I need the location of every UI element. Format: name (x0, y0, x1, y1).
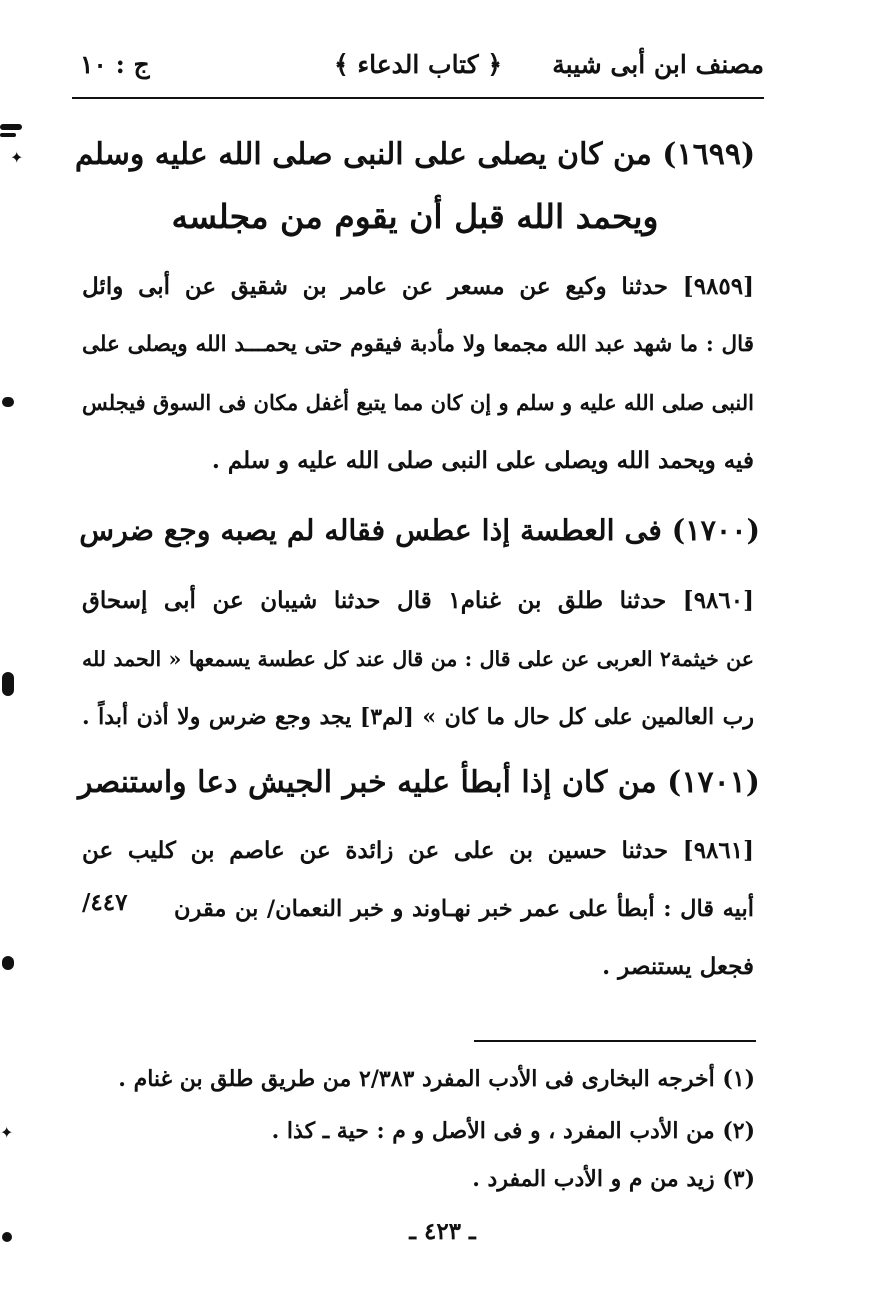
header-rule (72, 97, 764, 99)
page-number: ـ ٤٢٣ ـ (409, 1218, 476, 1245)
margin-mark (0, 133, 16, 137)
section-heading-1701: (١٧٠١) من كان إذا أبطأ عليه خبر الجيش دعا واستنصر (78, 765, 760, 800)
text-line: أبيه قال : أبطأ على عمر خبر نهـاوند و خبر النعمان/ بن مقرن (174, 896, 754, 922)
text-line: [٩٨٦١] حدثنا حسين بن على عن زائدة عن عاصم بن كليب عن (82, 837, 754, 864)
margin-star-icon: ✦ (10, 148, 24, 167)
text-line: النبى صلى الله عليه و سلم و إن كان مما يتبع أغفل مكان فى السوق فيجلس (82, 390, 754, 415)
text-line: قال : ما شهد عبد الله مجمعا ولا مأدبة فيقوم حتى يحمـــد الله ويصلى على (82, 332, 754, 357)
text-line: [٩٨٥٩] حدثنا وكيع عن مسعر عن عامر بن شقيق عن أبى وائل (82, 273, 754, 300)
book-title: مصنف ابن أبى شيبة (552, 50, 764, 79)
margin-page-number: ٤٤٧/ (82, 889, 128, 916)
text-line: رب العالمين على كل حال ما كان » [لم٣] يجد وجع ضرس ولا أذن أبداً . (82, 704, 754, 730)
section-heading-1700: (١٧٠٠) فى العطسة إذا عطس فقاله لم يصبه وجع ضرس (79, 513, 760, 547)
text-line: [٩٨٦٠] حدثنا طلق بن غنام١ قال حدثنا شيبان عن أبى إسحاق (82, 587, 754, 614)
margin-mark (2, 397, 14, 407)
section-heading-1699: (١٦٩٩) من كان يصلى على النبى صلى الله عليه وسلم (74, 137, 756, 172)
margin-mark (0, 124, 22, 130)
footnote: (٣) زيد من م و الأدب المفرد . (472, 1166, 755, 1192)
text-line: فجعل يستنصر . (602, 953, 754, 980)
footnote-rule (474, 1040, 756, 1042)
text-line: عن خيثمة٢ العربى عن على قال : من قال عند كل عطسة يسمعها « الحمد لله (82, 647, 754, 671)
margin-mark (2, 956, 14, 970)
volume-label: ج : ١٠ (80, 50, 150, 79)
footnote: (١) أخرجه البخارى فى الأدب المفرد ٢/٣٨٣ من طريق طلق بن غنام . (118, 1066, 755, 1092)
text-line: فيه ويحمد الله ويصلى على النبى صلى الله عليه و سلم . (211, 447, 754, 474)
margin-mark (2, 672, 14, 696)
chapter-title: ﴿ كتاب الدعاء ﴾ (334, 50, 502, 79)
margin-star-icon: ✦ (0, 1123, 14, 1142)
footnote: (٢) من الأدب المفرد ، و فى الأصل و م : حية ـ كذا . (271, 1118, 755, 1144)
running-header (72, 40, 764, 96)
section-heading-1699-cont: ويحمد الله قبل أن يقوم من مجلسه (171, 197, 659, 236)
